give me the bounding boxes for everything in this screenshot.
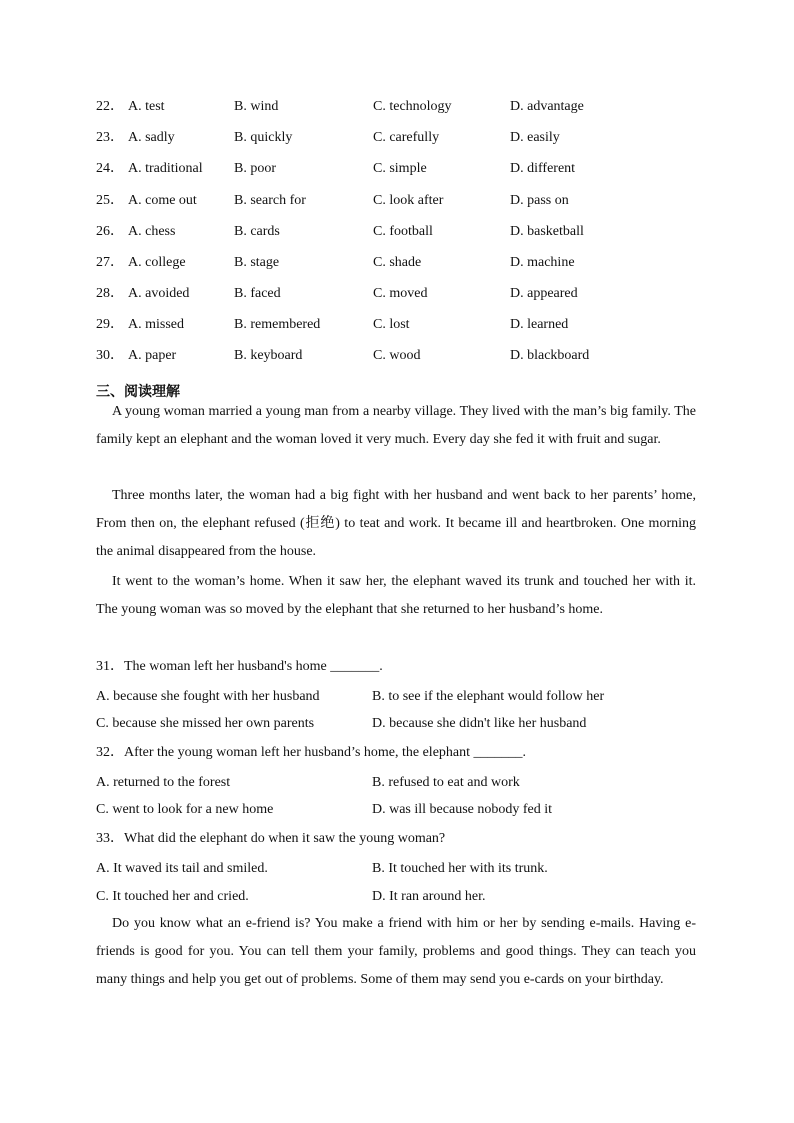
section-title: 三、阅读理解	[96, 384, 180, 400]
option-b: B. faced	[234, 286, 281, 301]
option-a: A. because she fought with her husband	[96, 689, 320, 704]
option-c: C. It touched her and cried.	[96, 889, 249, 904]
option-d: D. machine	[510, 255, 575, 270]
passage-paragraph: A young woman married a young man from a nearby village. They lived with the man’s big family. The family kept an elephant and the woman loved it very much. Every day she fed it with fruit and sugar.	[96, 404, 696, 447]
option-a: A. college	[128, 255, 186, 270]
option-d: D. different	[510, 161, 576, 176]
option-c: C. football	[373, 224, 433, 239]
option-b: B. cards	[234, 224, 280, 239]
question-number: 25．	[96, 193, 124, 208]
option-a: A. traditional	[128, 161, 203, 176]
option-c: C. went to look for a new home	[96, 802, 274, 817]
option-c: C. because she missed her own parents	[96, 716, 315, 731]
option-c: C. carefully	[373, 130, 440, 145]
option-b: B. It touched her with its trunk.	[372, 861, 548, 876]
option-a: A. It waved its tail and smiled.	[96, 861, 268, 876]
question-stem: 33．What did the elephant do when it saw the young woman?	[96, 831, 446, 846]
passage-paragraph: It went to the woman’s home. When it saw her, the elephant waved its trunk and touched her with it. The young woman was so moved by the elephant that she returned to her husband’s home.	[96, 574, 696, 617]
option-d: D. learned	[510, 317, 569, 332]
option-c: C. lost	[373, 317, 410, 332]
passage-paragraph: Do you know what an e-friend is? You make a friend with him or her by sending e-mails. Having e-friends is good for you. You can tell them your family, problems and good things. They can teach you many things and help you get out of problems. Some of them may send you e-cards on your birthday.	[96, 916, 696, 987]
option-b: B. stage	[234, 255, 280, 270]
option-b: B. wind	[234, 99, 279, 114]
option-a: A. avoided	[128, 286, 190, 301]
option-d: D. because she didn't like her husband	[372, 716, 587, 731]
option-c: C. moved	[373, 286, 428, 301]
option-d: D. was ill because nobody fed it	[372, 802, 553, 817]
option-b: B. to see if the elephant would follow her	[372, 689, 605, 704]
option-a: A. missed	[128, 317, 184, 332]
option-d: D. basketball	[510, 224, 584, 239]
option-d: D. advantage	[510, 99, 584, 114]
option-d: D. pass on	[510, 193, 569, 208]
option-a: A. test	[128, 99, 165, 114]
question-number: 22．	[96, 99, 124, 114]
option-b: B. poor	[234, 161, 276, 176]
option-c: C. simple	[373, 161, 427, 176]
option-d: D. It ran around her.	[372, 889, 486, 904]
option-b: B. search for	[234, 193, 306, 208]
option-a: A. chess	[128, 224, 176, 239]
option-a: A. come out	[128, 193, 197, 208]
option-c: C. technology	[373, 99, 452, 114]
option-d: D. blackboard	[510, 348, 590, 363]
option-b: B. keyboard	[234, 348, 303, 363]
question-number: 24．	[96, 161, 124, 176]
question-number: 27．	[96, 255, 124, 270]
option-d: D. appeared	[510, 286, 578, 301]
passage-paragraph: Three months later, the woman had a big fight with her husband and went back to her parents’ home, From then on, the elephant refused (拒绝) to teat and work. It became ill and heartbroken. One morning the animal disappeared from the house.	[96, 488, 696, 559]
question-number: 30．	[96, 348, 124, 363]
option-b: B. remembered	[234, 317, 321, 332]
question-number: 23．	[96, 130, 124, 145]
option-d: D. easily	[510, 130, 560, 145]
option-b: B. quickly	[234, 130, 293, 145]
question-number: 29．	[96, 317, 124, 332]
question-number: 28．	[96, 286, 124, 301]
option-c: C. shade	[373, 255, 422, 270]
option-a: A. sadly	[128, 130, 175, 145]
question-number: 26．	[96, 224, 124, 239]
option-b: B. refused to eat and work	[372, 775, 520, 790]
option-c: C. look after	[373, 193, 444, 208]
option-a: A. paper	[128, 348, 177, 363]
option-c: C. wood	[373, 348, 421, 363]
question-stem: 32．After the young woman left her husband’s home, the elephant _______.	[96, 745, 527, 760]
question-stem: 31．The woman left her husband's home _______.	[96, 659, 383, 674]
option-a: A. returned to the forest	[96, 775, 231, 790]
